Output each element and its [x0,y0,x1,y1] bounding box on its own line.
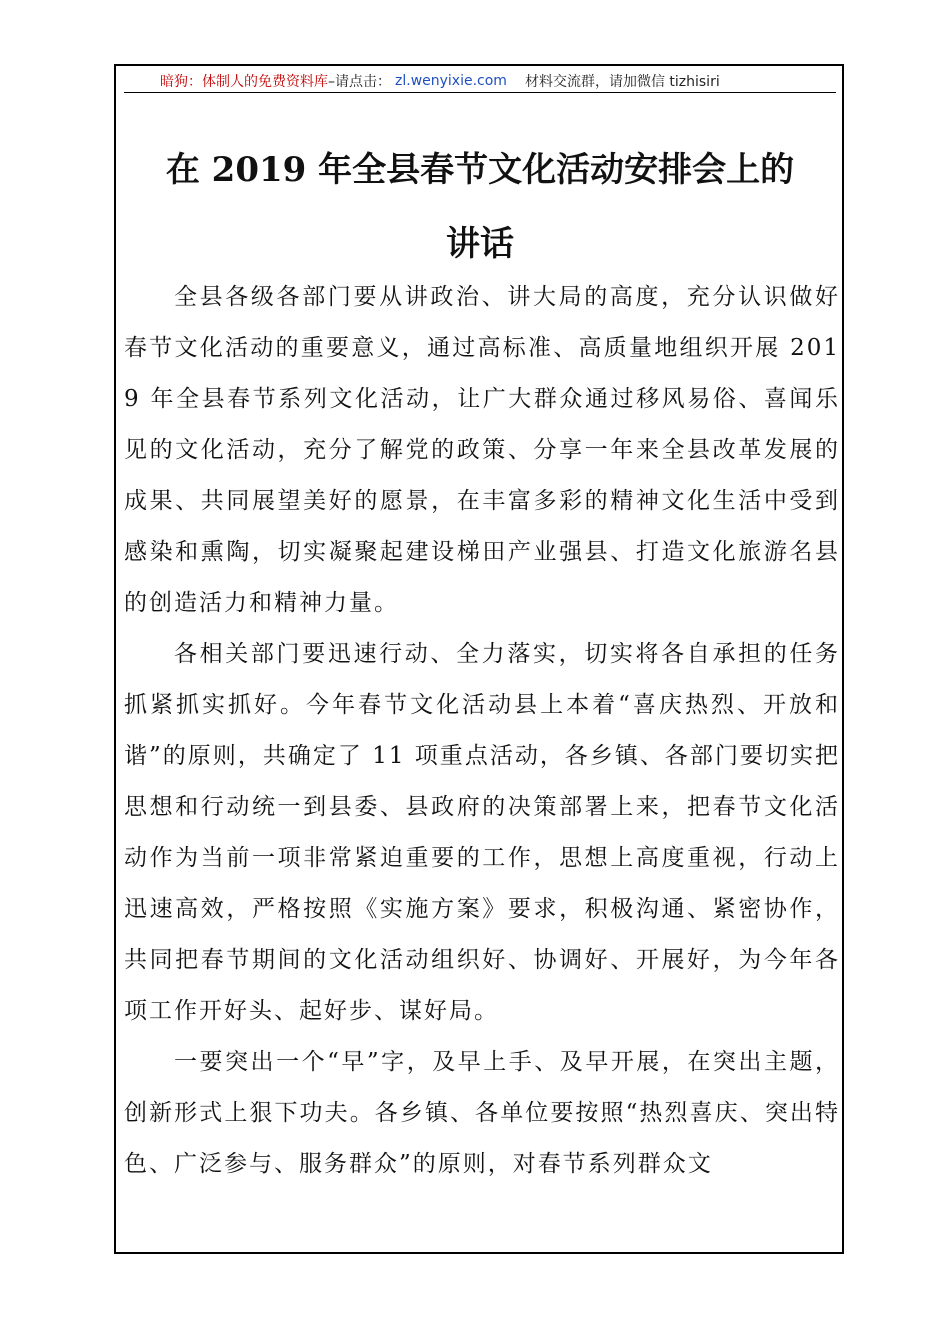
document-title-line-1: 在 2019 年全县春节文化活动安排会上的 [165,150,795,190]
paragraph-3: 一要突出一个“早”字，及早上手、及早开展，在突出主题，创新形式上狠下功夫。各乡镇、各单位要按照“热烈喜庆、突出特色、广泛参与、服务群众”的原则，对春节系列群众文 [124,1049,840,1177]
paragraph-2: 各相关部门要迅速行动、全力落实，切实将各自承担的任务抓紧抓实抓好。今年春节文化活动县上本着“喜庆热烈、开放和谐”的原则，共确定了 11 项重点活动，各乡镇、各部门要切实把思想和行动统一到县委、县政府的决策部署上来，把春节文化活动作为当前一项非常紧迫重要的工作，思想上高度重视，行动上迅速高效，严格按照《实施方案》要求，积极沟通、紧密协作，共同把春节期间的文化活动组织好、协调好、开展好，为今年各项工作开好头、起好步、谋好局。 [124,641,840,1024]
paragraph-1: 全县各级各部门要从讲政治、讲大局的高度，充分认识做好春节文化活动的重要意义，通过高标准、高质量地组织开展 2019 年全县春节系列文化活动，让广大群众通过移风易俗、喜闻乐见的文化活动，充分了解党的政策、分享一年来全县改革发展的成果、共同展望美好的愿景，在丰富多彩的精神文化生活中受到感染和熏陶，切实凝聚起建设梯田产业强县、打造文化旅游名县的创造活力和精神力量。 [124,284,840,616]
document-title-line-2: 讲话 [446,224,514,264]
header-url-link[interactable]: zl.wenyixie.com [395,73,507,89]
header-prompt: –请点击： [328,74,391,90]
header-contact: 材料交流群，请加微信 tizhisiri [524,74,720,90]
watermark-header [124,70,836,93]
document-body [124,272,840,1190]
header-brand: 暗狗：体制人的免费资料库 [160,74,328,90]
